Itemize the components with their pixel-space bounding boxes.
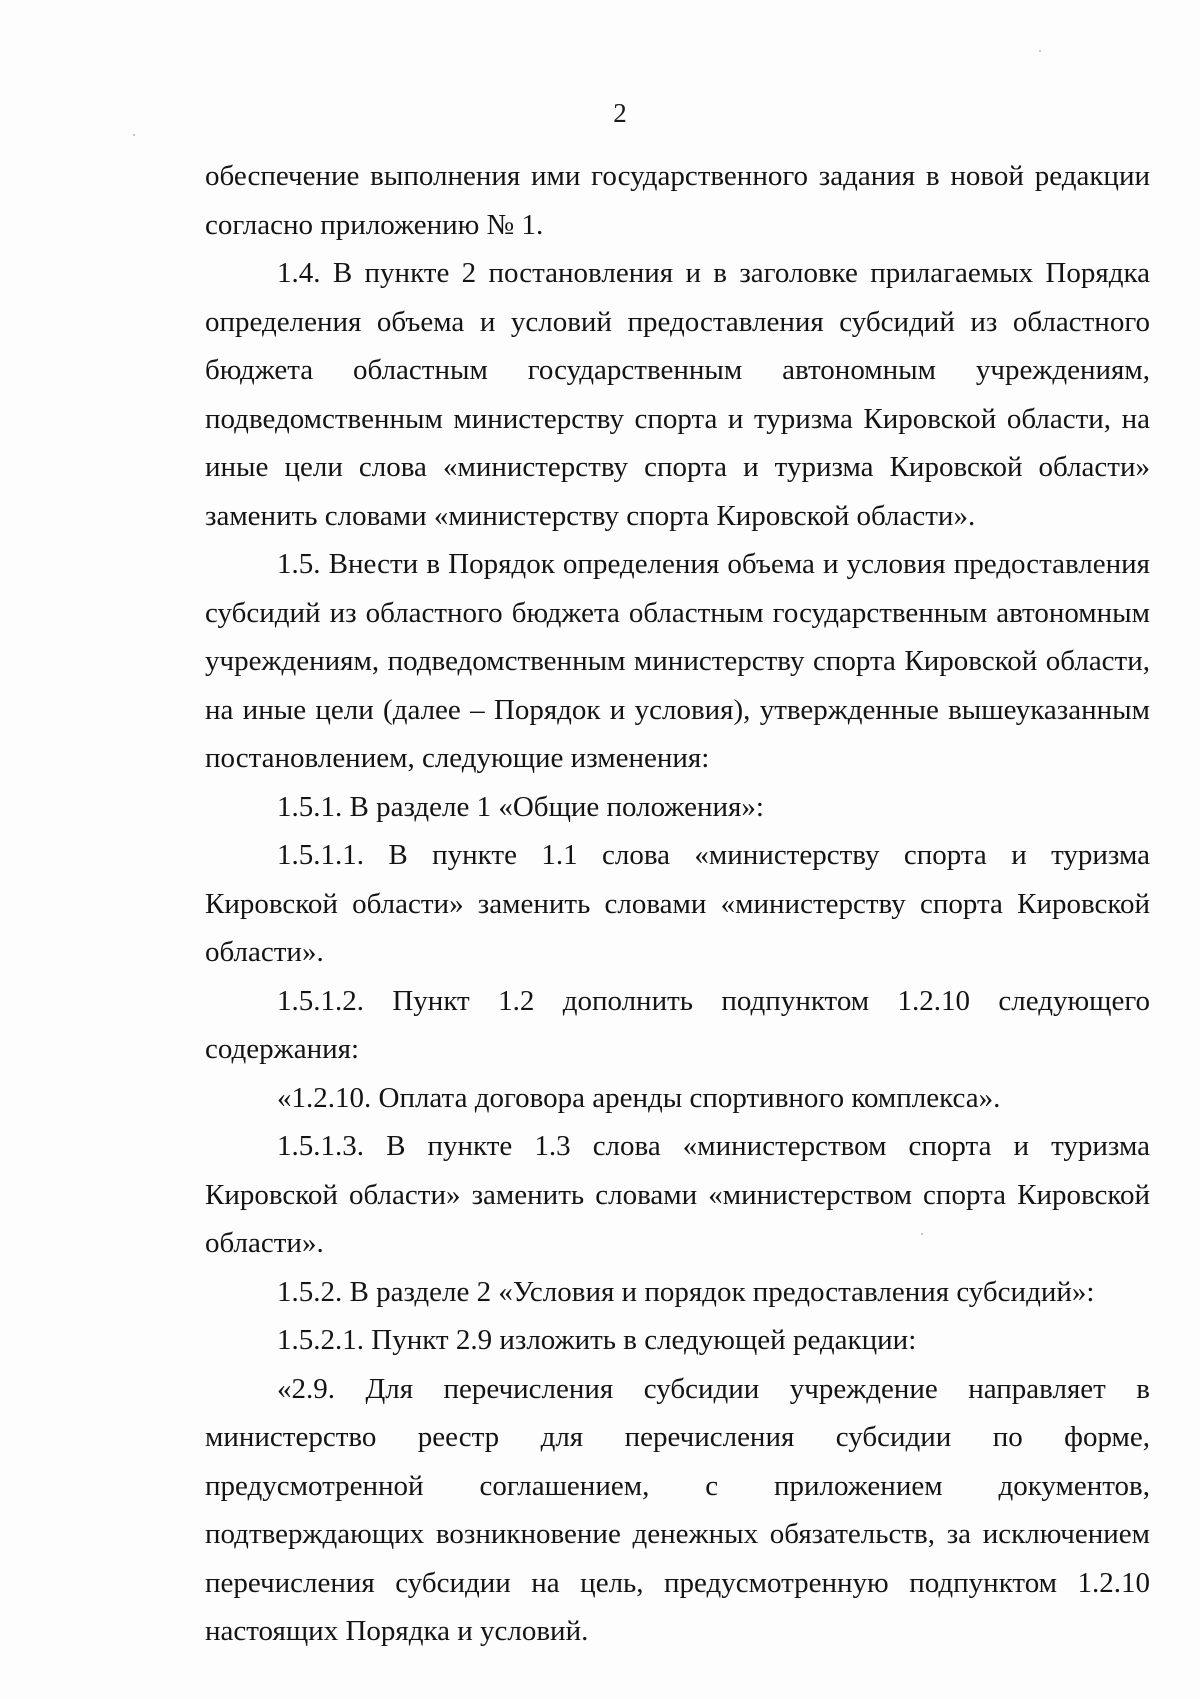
paragraph-continuation: обеспечение выполнения ими государственного задания в новой редакции согласно приложению № 1. [205, 160, 1150, 241]
paragraph-1-5-2-1: 1.5.2.1. Пункт 2.9 изложить в следующей редакции: [277, 1324, 917, 1356]
paragraph-2-9-quote: «2.9. Для перечисления субсидии учреждение направляет в министерство реестр для перечисления субсидии по форме, предусмотренной соглашением, с приложением документов, подтверждающих возникновение денежных обязательств, за исключением перечисления субсидии на цель, предусмотренную подпунктом 1.2.10 настоящих Порядка и условий. [205, 1372, 1150, 1647]
paragraph-1-4: 1.4. В пункте 2 постановления и в заголовке прилагаемых Порядка определения объема и условий предоставления субсидий из областного бюджета областным государственным автономным учреждениям, подведомственным министерству спорта и туризма Кировской области, на иные цели слова «министерству спорта и туризма Кировской области» заменить словами «министерству спорта Кировской области». [205, 257, 1150, 532]
paragraph-1-5-1-3: 1.5.1.3. В пункте 1.3 слова «министерством спорта и туризма Кировской области» заменить словами «министерством спорта Кировской области». [205, 1130, 1150, 1259]
paragraph-1-5-2: 1.5.2. В разделе 2 «Условия и порядок предоставления субсидий»: [277, 1275, 1095, 1308]
paragraph-1-5-1-2: 1.5.1.2. Пункт 1.2 дополнить подпунктом 1.2.10 следующего содержания: [205, 984, 1150, 1065]
scan-speck [133, 134, 135, 136]
paragraph-1-2-10-quote: «1.2.10. Оплата договора аренды спортивного комплекса». [277, 1081, 1001, 1114]
paragraph-1-5-1: 1.5.1. В разделе 1 «Общие положения»: [277, 790, 764, 823]
page-number: 2 [613, 98, 627, 128]
scan-speck [1039, 50, 1041, 52]
document-body [205, 152, 1150, 1656]
paragraph-1-5-1-1: 1.5.1.1. В пункте 1.1 слова «министерству спорта и туризма Кировской области» заменить словами «министерству спорта Кировской области». [205, 839, 1150, 968]
paragraph-1-5: 1.5. Внести в Порядок определения объема и условия предоставления субсидий из областного бюджета областным государственным автономным учреждениям, подведомственным министерству спорта Кировской области, на иные цели (далее – Порядок и условия), утвержденные вышеуказанным постановлением, следующие изменения: [205, 548, 1150, 774]
scan-speck [921, 1233, 923, 1235]
